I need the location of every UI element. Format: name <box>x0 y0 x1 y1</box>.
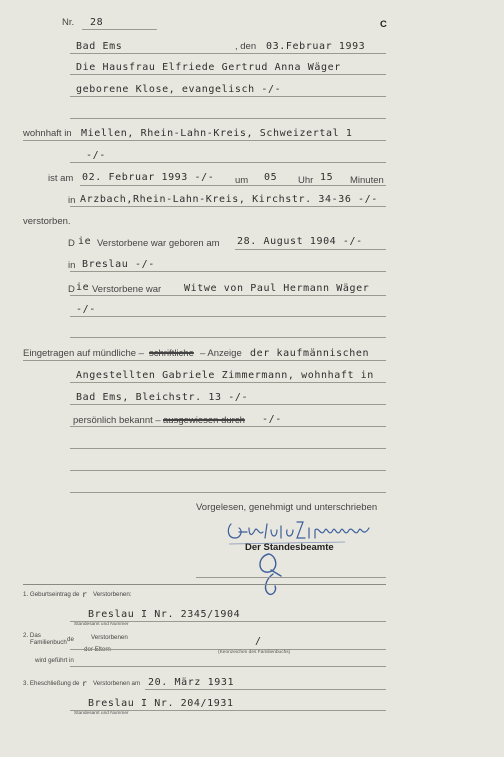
footnote-2-gefuehrt: wird geführt in <box>35 657 74 664</box>
residence-label: wohnhaft in <box>23 128 72 139</box>
footnote-3-label-2: Verstorbenen am <box>93 680 141 687</box>
known-struck: ausgewiesen durch <box>163 415 245 426</box>
rule <box>70 426 386 427</box>
rule <box>23 360 386 361</box>
marital-prefix: D <box>68 284 75 295</box>
minuten-label: Minuten <box>350 175 384 186</box>
registration-value-2: Angestellten Gabriele Zimmermann, wohnhaft in <box>76 370 374 381</box>
footnote-divider <box>23 584 386 585</box>
rule <box>70 271 386 272</box>
marital-prefix-fill: ie <box>76 282 90 293</box>
rule <box>70 492 386 493</box>
marital-text: Verstorbene war <box>92 284 162 295</box>
verstorben-label: verstorben. <box>23 216 71 227</box>
rule <box>70 666 386 667</box>
uhr-label: Uhr <box>298 175 314 186</box>
footnote-2-caption: (Kennzeichen des Familienbuchs) <box>218 650 291 655</box>
marital-value: Witwe von Paul Hermann Wäger <box>184 283 370 294</box>
registration-struck: schriftliche <box>149 348 194 359</box>
rule <box>70 162 386 163</box>
footnote-1-fill: r <box>82 590 88 599</box>
person-line-2: geborene Klose, evangelisch -/- <box>76 84 282 95</box>
registration-label-2: – Anzeige <box>200 348 242 359</box>
rule <box>80 185 386 186</box>
rule <box>70 470 386 471</box>
footnote-3-caption: Standesamt und Nummer <box>74 711 129 716</box>
rule <box>70 53 386 54</box>
residence-value: Miellen, Rhein-Lahn-Kreis, Schweizertal 1 <box>81 128 353 139</box>
birth-date: 28. August 1904 -/- <box>237 236 363 247</box>
marital-cont: -/- <box>76 304 96 315</box>
rule <box>70 382 386 383</box>
registration-label: Eingetragen auf mündliche – <box>23 348 144 359</box>
footnote-1-caption: Standesamt und Nummer <box>74 622 129 627</box>
footnote-3-label: 3. Eheschließung de <box>23 680 80 687</box>
death-hour: 05 <box>264 172 278 183</box>
den-label: , den <box>235 41 257 52</box>
rule <box>145 689 386 690</box>
birth-in-label: in <box>68 260 76 271</box>
rule <box>23 140 386 141</box>
birth-prefix: D <box>68 238 75 249</box>
read-approved-text: Vorgelesen, genehmigt und unterschrieben <box>196 502 378 513</box>
death-date: 02. Februar 1993 -/- <box>82 172 215 183</box>
um-label: um <box>235 175 249 186</box>
footnote-1-label: 1. Geburtseintrag de <box>23 591 80 598</box>
registration-value-1: der kaufmännischen <box>250 348 370 359</box>
rule <box>70 96 386 97</box>
ist-am-label: ist am <box>48 173 74 184</box>
known-label: persönlich bekannt – <box>73 415 161 426</box>
rule <box>70 337 386 338</box>
rule <box>70 118 386 119</box>
footnote-1-value: Breslau I Nr. 2345/1904 <box>88 609 241 620</box>
rule <box>70 295 386 296</box>
rule <box>70 206 386 207</box>
footnote-3-date: 20. März 1931 <box>148 677 235 688</box>
rule <box>70 404 386 405</box>
rule <box>70 316 386 317</box>
footnote-2-verst: Verstorbenen <box>91 634 128 641</box>
footnote-2-eltern: der Eltern <box>84 646 111 653</box>
person-line-1: Die Hausfrau Elfriede Gertrud Anna Wäger <box>76 62 341 73</box>
birth-prefix-fill: ie <box>78 236 92 247</box>
residence-cont: -/- <box>86 150 106 161</box>
footnote-3-value: Breslau I Nr. 204/1931 <box>88 698 234 709</box>
footnote-2-de: de <box>67 636 74 643</box>
place: Bad Ems <box>76 41 123 52</box>
footnote-2-slash: / <box>255 636 262 647</box>
footnote-1-label-2: Verstorbenen: <box>93 591 132 598</box>
rule <box>70 448 386 449</box>
date: 03.Februar 1993 <box>266 41 366 52</box>
nr-underline <box>82 29 157 30</box>
death-place: Arzbach,Rhein-Lahn-Kreis, Kirchstr. 34-36 -/- <box>80 194 378 205</box>
birth-place: Breslau -/- <box>82 259 155 270</box>
nr-label: Nr. <box>62 17 75 28</box>
corner-letter: C <box>380 19 387 30</box>
nr-value: 28 <box>90 17 104 28</box>
birth-text: Verstorbene war geboren am <box>97 238 220 249</box>
registration-value-3: Bad Ems, Bleichstr. 13 -/- <box>76 392 249 403</box>
death-in-label: in <box>68 195 76 206</box>
footnote-2-label-b: Familienbuch <box>30 639 67 646</box>
rule <box>196 577 386 578</box>
registrar-initials-signature <box>255 550 287 598</box>
known-value: -/- <box>262 414 282 425</box>
rule <box>70 74 386 75</box>
footnote-2-label-a: 2. Das <box>23 632 41 639</box>
footnote-3-fill: r <box>82 679 88 688</box>
registrar-title: Der Standesbeamte <box>245 542 334 553</box>
death-minutes: 15 <box>320 172 334 183</box>
rule <box>235 249 386 250</box>
